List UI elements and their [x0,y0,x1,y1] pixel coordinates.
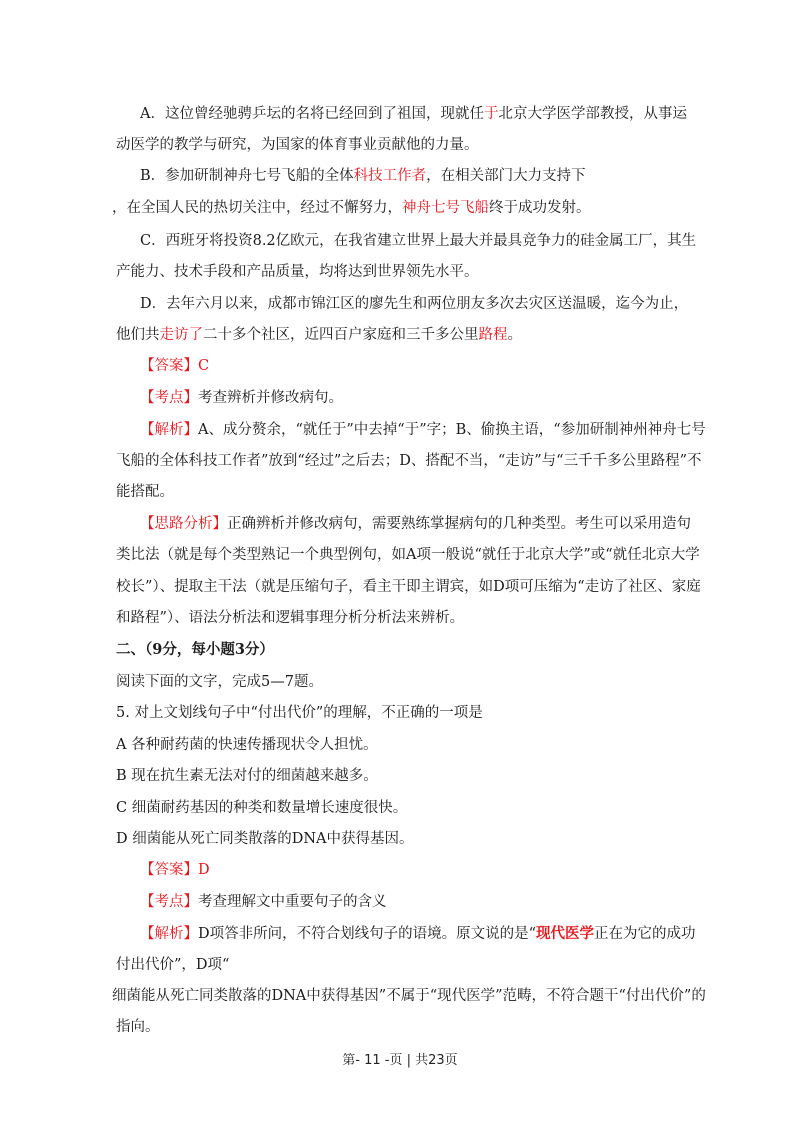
highlight-text: 走访了 [159,327,203,343]
q4-answer [140,356,209,376]
text: 二十多个社区，近四百户家庭和三千多公里 [203,327,479,343]
q4-option-c-line1: C．西班牙将投资8.2亿欧元，在我省建立世界上最大并最具竞争力的硅金属工厂，其生 [140,233,697,249]
q4-option-b-line1 [140,166,586,186]
q5-kaodian [140,892,387,912]
q4-jiexi-line1 [140,420,706,440]
text: A、成分赘余，“就任于”中去掉“于”字；B、偷换主语，“参加研制神州神舟七号 [198,422,706,438]
kaodian-text: 考查辨析并修改病句。 [198,390,343,406]
silu-label: 【思路分析】 [140,516,227,532]
q4-option-d-line1: D．去年六月以来，成都市锦江区的廖先生和两位朋友多次去灾区送温暖，迄今为止， [140,296,689,312]
section2-heading: 二、（9分，每小题3分） [116,641,274,658]
highlight-text: 神舟七号飞船 [402,200,489,216]
q5-option-b: B 现在抗生素无法对付的细菌越来越多。 [116,768,378,784]
jiexi-label: 【解析】 [140,422,198,438]
answer-value: D [198,862,210,878]
q4-kaodian [140,388,343,408]
q5-answer [140,860,210,880]
q4-option-a-line1 [140,104,687,124]
q4-option-d-line2 [116,325,522,345]
kaodian-label: 【考点】 [140,390,198,406]
highlight-text: 路程 [478,327,508,343]
section2-instruction: 阅读下面的文字，完成5—7题。 [116,674,323,690]
jiexi-label: 【解析】 [140,926,198,942]
text: A．这位曾经驰骋乒坛的名将已经回到了祖国，现就任 [140,106,484,122]
kaodian-label: 【考点】 [140,894,198,910]
q4-silu-line3: 校长”）、提取主干法（就是压缩句子，看主干即主谓宾，如D项可压缩为“走访了社区、家庭 [116,579,701,595]
q4-silu-line1 [140,514,691,534]
text: ，在相关部门大力支持下 [426,168,586,184]
q5-option-c: C 细菌耐药基因的种类和数量增长速度很快。 [116,800,408,816]
highlight-text: 科技工作者 [353,168,427,184]
page-footer: 第- 11 -页 | 共23页 [342,1053,458,1068]
answer-label: 【答案】 [140,862,198,878]
text: D项答非所问，不符合划线句子的语境。原文说的是“ [198,926,537,942]
highlight-bold-text: 现代医学 [536,925,595,942]
answer-value: C [198,358,210,374]
q5-jiexi-line4: 指向。 [116,1019,160,1035]
text: 正确辨析并修改病句，需要熟练掌握病句的几种类型。考生可以采用造句 [227,516,691,532]
text: B．参加研制神舟七号飞船的全体 [140,168,354,184]
kaodian-text: 考查理解文中重要句子的含义 [198,894,387,910]
text: 。 [507,327,522,343]
answer-label: 【答案】 [140,358,198,374]
q5-jiexi-line3: 细菌能从死亡同类散落的DNA中获得基因”不属于“现代医学”范畴，不符合题干“付出代价”的 [112,988,706,1004]
q4-silu-line4: 和路程”）、语法分析法和逻辑事理分析分析法来辨析。 [116,610,465,626]
q4-option-c-line2: 产能力、技术手段和产品质量，均将达到世界领先水平。 [116,264,479,280]
q4-option-a-line2: 动医学的教学与研究，为国家的体育事业贡献他的力量。 [116,137,479,153]
q5-option-d: D 细菌能从死亡同类散落的DNA中获得基因。 [116,831,414,847]
q4-jiexi-line3: 能搭配。 [116,484,174,500]
q4-option-b-line2 [112,198,591,218]
q5-jiexi-line1 [140,924,696,944]
q4-jiexi-line2: 飞船的全体科技工作者”放到“经过”之后去；D、搭配不当，“走访”与“三千千多公里路程”不 [116,453,702,469]
text: ，在全国人民的热切关注中，经过不懈努力， [112,200,402,216]
text: 正在为它的成功 [594,926,696,942]
q5-stem: 5. 对上文划线句子中“付出代价”的理解，不正确的一项是 [116,705,483,721]
text: 他们共 [116,327,160,343]
q5-option-a: A 各种耐药菌的快速传播现状令人担忧。 [116,737,378,753]
q4-silu-line2: 类比法（就是每个类型熟记一个典型例句，如A项一般说“就任于北京大学”或“就任北京大学 [116,547,700,563]
text: 终于成功发射。 [489,200,591,216]
text: 北京大学医学部教授，从事运 [498,106,687,122]
highlight-text: 于 [483,106,499,122]
q5-jiexi-line2: 付出代价”，D项“ [116,957,230,973]
